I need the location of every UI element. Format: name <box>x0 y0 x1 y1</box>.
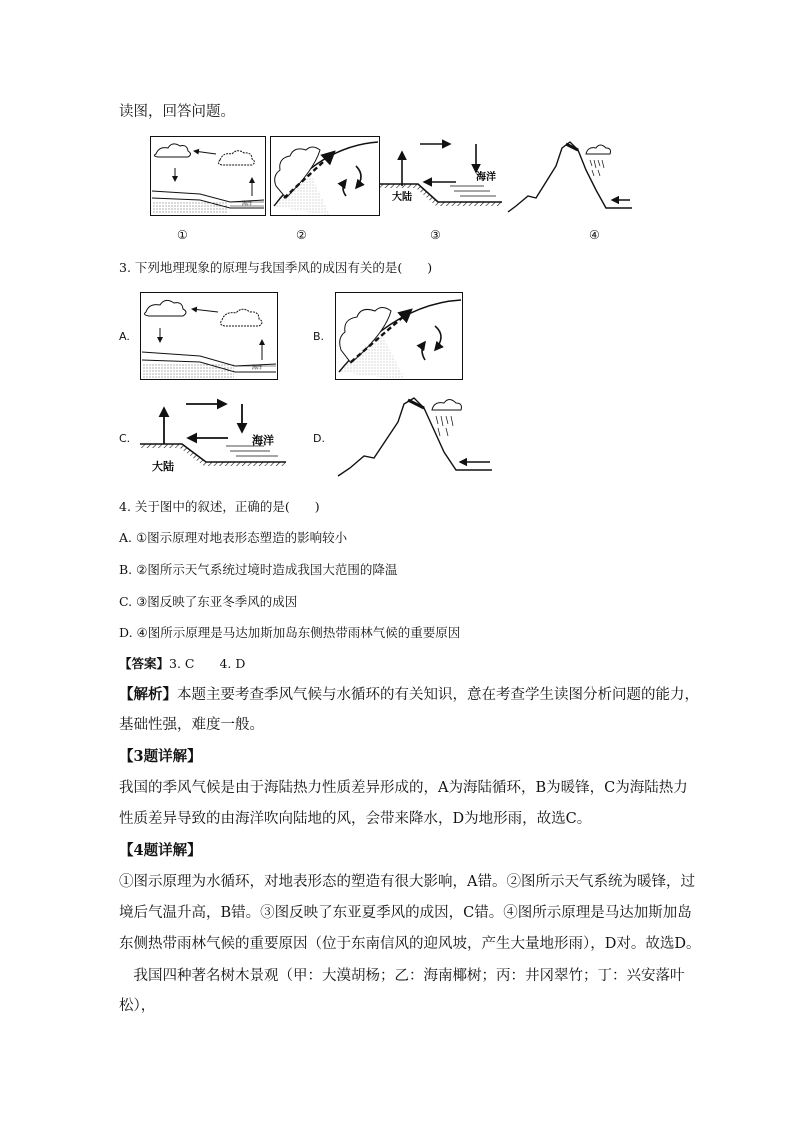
next-question-line-1: 我国四种著名树木景观（甲：大漠胡杨；乙：海南椰树；丙：井冈翠竹；丁：兴安落叶 <box>119 968 685 984</box>
fig3-ocean-label: 海洋 <box>476 172 496 183</box>
caption-3: ③ <box>430 228 441 242</box>
fig3-land-label: 大陆 <box>392 192 412 203</box>
analysis-line-2: 基础性强，难度一般。 <box>119 717 264 733</box>
q3-option-c-label: C. <box>119 432 131 445</box>
fig-a-sea-tag: 海洋 <box>252 365 263 371</box>
q3-option-d-figure <box>336 394 496 482</box>
answer-text: 3. C 4. D <box>169 656 246 671</box>
q3-stem: 3. 下列地理现象的原理与我国季风的成因有关的是( ) <box>119 260 433 275</box>
next-question-line-2: 松）， <box>119 998 156 1014</box>
detail4-tag: 【4题详解】 <box>119 842 202 859</box>
figure-3-sea-land-wind <box>380 136 504 220</box>
svg-text:海洋: 海洋 <box>242 201 253 207</box>
q4-option-b: B. ②图所示天气系统过境时造成我国大范围的降温 <box>119 562 398 577</box>
figure-1-water-cycle <box>150 136 266 220</box>
q4-option-c: C. ③图反映了东亚冬季风的成因 <box>119 594 298 609</box>
q3-option-a-figure <box>140 292 278 384</box>
detail4-line-1: ①图示原理为水循环，对地表形态的塑造有很大影响，A错。②图所示天气系统为暖锋，过 <box>119 874 695 890</box>
analysis-text-1: 本题主要考查季风气候与水循环的有关知识，意在考查学生读图分析问题的能力， <box>177 687 699 703</box>
detail3-line-2: 性质差异导致的由海洋吹向陆地的风，会带来降水，D为地形雨，故选C。 <box>119 811 592 827</box>
q3-option-b-figure <box>335 292 463 384</box>
fig-c-ocean-label: 海洋 <box>252 434 274 447</box>
detail4-line-2: 境后气温升高，B错。③图反映了东亚夏季风的成因，C错。④图所示原理是马达加斯加岛 <box>119 905 692 921</box>
answer-line <box>119 654 245 674</box>
q4-stem: 4. 关于图中的叙述，正确的是( ) <box>119 499 320 514</box>
analysis-line-1 <box>119 685 699 705</box>
detail3-tag: 【3题详解】 <box>119 748 202 765</box>
q4-option-a: A. ①图示原理对地表形态塑造的影响较小 <box>119 530 348 545</box>
q3-option-a-label: A. <box>119 330 130 343</box>
answer-tag: 【答案】 <box>119 656 170 671</box>
caption-2: ② <box>296 228 307 242</box>
figure-4-orographic-rain <box>506 136 636 220</box>
figure-2-warm-front <box>270 136 380 220</box>
q3-option-c-figure <box>140 398 288 484</box>
detail4-line-3: 东侧热带雨林气候的重要原因（位于东南信风的迎风坡，产生大量地形雨），D对。故选D。 <box>119 936 701 952</box>
caption-1: ① <box>177 228 188 242</box>
intro-text: 读图，回答问题。 <box>119 104 235 120</box>
analysis-tag: 【解析】 <box>119 686 177 703</box>
fig-c-land-label: 大陆 <box>152 460 174 473</box>
q3-option-b-label: B. <box>313 330 325 343</box>
detail3-line-1: 我国的季风气候是由于海陆热力性质差异形成的，A为海陆循环，B为暖锋，C为海陆热力 <box>119 780 688 796</box>
q4-option-d: D. ④图所示原理是马达加斯加岛东侧热带雨林气候的重要原因 <box>119 625 461 640</box>
caption-4: ④ <box>589 228 600 242</box>
q3-option-d-label: D. <box>313 432 325 445</box>
